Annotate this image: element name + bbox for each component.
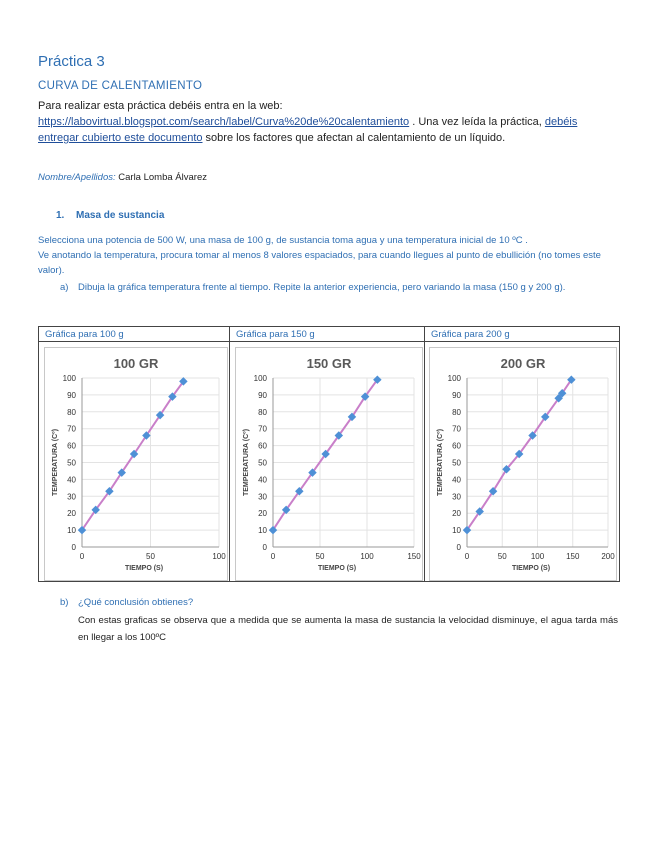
- y-axis-label: TEMPERATURA (Cº): [243, 428, 250, 497]
- chart-200g: [430, 348, 616, 580]
- y-tick-label: 0: [262, 543, 267, 552]
- y-tick-label: 50: [67, 458, 76, 468]
- x-axis-label: TIEMPO (S): [511, 565, 551, 572]
- x-tick-label: 0: [79, 552, 85, 561]
- y-tick-label: 10: [67, 526, 76, 536]
- y-tick-label: 70: [258, 424, 267, 434]
- x-tick-label: 0: [464, 552, 470, 561]
- x-axis-label: TIEMPO (S): [124, 565, 164, 572]
- table-header-200: Gráfica para 200 g: [425, 327, 619, 342]
- item-a: [60, 280, 620, 295]
- x-tick-label: 50: [497, 552, 507, 561]
- y-tick-label: 60: [67, 441, 76, 451]
- y-tick-label: 40: [258, 475, 267, 485]
- item-a-label: a): [60, 282, 69, 293]
- y-tick-label: 0: [456, 543, 461, 552]
- practice-subtitle: CURVA DE CALENTAMIENTO: [38, 80, 203, 92]
- x-tick-label: 100: [360, 552, 374, 561]
- intro-text: Para realizar esta práctica debéis entra en la web:: [38, 100, 283, 112]
- x-tick-label: 200: [601, 552, 615, 561]
- chart-100-container: [44, 347, 228, 581]
- charts-table: [38, 326, 620, 582]
- y-tick-label: 60: [452, 441, 461, 451]
- y-tick-label: 90: [452, 390, 461, 400]
- conclusion-text: Con estas graficas se observa que a medida que se aumenta la masa de sustancia la velocidad disminuye, el agua tarda más en llegar a los 100ºC: [78, 615, 618, 643]
- y-tick-label: 90: [67, 390, 76, 400]
- intro-end: sobre los factores que afectan al calentamiento de un líquido.: [202, 132, 506, 144]
- y-tick-label: 10: [452, 526, 461, 536]
- table-header-150: Gráfica para 150 g: [230, 327, 425, 342]
- y-tick-label: 20: [67, 509, 76, 519]
- item-b-label: b): [60, 597, 69, 608]
- chart-100g: [45, 348, 227, 580]
- instructions-line-2: Ve anotando la temperatura, procura tomar al menos 8 valores espaciados, para cuando llegues al punto de ebullición (no tomes este valor).: [38, 250, 601, 276]
- item-b: [60, 597, 193, 608]
- labovirtual-link[interactable]: https://labovirtual.blogspot.com/search/label/Curva%20de%20calentamiento: [38, 116, 410, 128]
- y-tick-label: 80: [258, 407, 267, 417]
- item-a-text: Dibuja la gráfica temperatura frente al tiempo. Repite la anterior experiencia, pero variando la masa (150 g y 200 g).: [78, 282, 566, 293]
- y-tick-label: 50: [258, 458, 267, 468]
- y-tick-label: 20: [452, 509, 461, 519]
- y-tick-label: 30: [258, 492, 267, 502]
- item-b-text: ¿Qué conclusión obtienes?: [78, 597, 194, 608]
- y-tick-label: 50: [452, 458, 461, 468]
- y-tick-label: 80: [452, 407, 461, 417]
- x-tick-label: 150: [407, 552, 421, 561]
- chart-150-container: [235, 347, 423, 581]
- y-tick-label: 10: [258, 526, 267, 536]
- y-tick-label: 30: [67, 492, 76, 502]
- name-value: Carla Lomba Álvarez: [118, 172, 207, 183]
- y-axis-label: TEMPERATURA (Cº): [52, 428, 59, 497]
- x-tick-label: 50: [315, 552, 325, 561]
- instructions: [38, 233, 618, 278]
- y-tick-label: 100: [62, 374, 76, 383]
- y-tick-label: 40: [452, 475, 461, 485]
- table-divider-2: [424, 327, 425, 581]
- y-axis-label: TEMPERATURA (Cº): [437, 428, 444, 497]
- y-tick-label: 40: [67, 475, 76, 485]
- chart-title: 150 GR: [306, 356, 352, 371]
- chart-title: 100 GR: [113, 356, 159, 371]
- section-title: Masa de sustancia: [76, 210, 165, 221]
- x-tick-label: 150: [566, 552, 580, 561]
- x-tick-label: 0: [270, 552, 276, 561]
- instructions-line-1: Selecciona una potencia de 500 W, una masa de 100 g, de sustancia toma agua y una temperatura inicial de 10 ºC .: [38, 235, 528, 246]
- chart-title: 200 GR: [500, 356, 546, 371]
- y-tick-label: 80: [67, 407, 76, 417]
- y-tick-label: 100: [447, 374, 461, 383]
- y-tick-label: 70: [452, 424, 461, 434]
- y-tick-label: 60: [258, 441, 267, 451]
- x-tick-label: 100: [530, 552, 545, 561]
- section-number: 1.: [56, 210, 65, 221]
- table-divider-1: [229, 327, 230, 581]
- chart-150g: [236, 348, 422, 580]
- intro-paragraph: [38, 98, 618, 146]
- y-tick-label: 0: [71, 543, 76, 552]
- x-tick-label: 100: [212, 552, 226, 561]
- x-tick-label: 50: [146, 552, 155, 561]
- name-label: Nombre/Apellidos:: [38, 172, 116, 183]
- y-tick-label: 90: [258, 390, 267, 400]
- intro-after-link: . Una vez leída la práctica,: [409, 116, 545, 128]
- y-tick-label: 20: [258, 509, 267, 519]
- x-axis-label: TIEMPO (S): [317, 565, 357, 572]
- chart-200-container: [429, 347, 617, 581]
- y-tick-label: 100: [253, 374, 267, 383]
- page-title: Práctica 3: [38, 53, 105, 70]
- section-heading: [56, 210, 164, 221]
- deliver-document-link[interactable]: debéis entregar cubierto este documento: [38, 116, 578, 144]
- y-tick-label: 30: [452, 492, 461, 502]
- table-header-100: Gráfica para 100 g: [39, 327, 230, 342]
- y-tick-label: 70: [67, 424, 76, 434]
- student-name-line: [38, 172, 207, 183]
